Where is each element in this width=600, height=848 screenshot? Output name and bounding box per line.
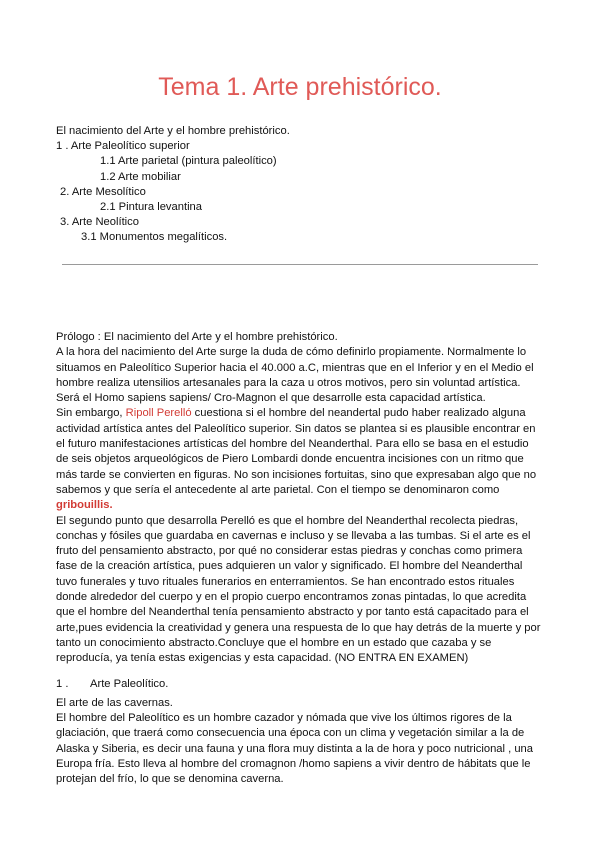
document-title: Tema 1. Arte prehistórico. (158, 73, 442, 101)
section-subtitle: El arte de las cavernas. (56, 696, 173, 709)
table-of-contents (56, 124, 290, 246)
section-number: 1 . (56, 677, 69, 690)
highlighted-term: gribouillis. (56, 499, 113, 512)
toc-item: 1.2 Arte mobiliar (100, 170, 181, 183)
section-paragraph: El hombre del Paleolítico es un hombre cazador y nómada que vive los últimos rigores de la glaciación, que traerá como consecuencia una época con un clima y vegetación similar a la de Alaska y Siberia, es decir una fauna y una flora muy distinta a la de hora y poco nutricional , una Europa fría. Esto lleva al hombre del cromagnon /homo sapiens a vivir dentro de hábitats que le protejan del frío, lo que se denomina caverna. (56, 712, 533, 786)
toc-item: 2.1 Pintura levantina (100, 201, 202, 214)
paragraph-text: Sin embargo, (56, 407, 126, 420)
horizontal-divider (62, 264, 538, 265)
prologue-paragraph-2 (56, 406, 544, 513)
highlighted-author-name: Ripoll Perelló (125, 407, 192, 420)
section-heading (56, 677, 544, 692)
paragraph-text: cuestiona si el hombre del neandertal pudo haber realizado alguna actividad artística antes del Paleolítico superior. Sin datos se plantea si es plausible encontrar en el futuro manifestaciones artísticas del hombre del Neanderthal. Para ello se basa en el estudio de seis objetos arqueológicos de Piero Lombardi donde encuentra incisiones con un ritmo que más tarde se convierten en figuras. No son incisiones fortuitas, sino que expresaban algo que no sabemos y que sería el antecedente al arte parietal. Con el tiempo se denominaron como (56, 407, 537, 496)
prologue-paragraph-1: A la hora del nacimiento del Arte surge la duda de cómo definirlo propiamente. Normalmente lo situamos en Paleolítico Superior hacia el 40.000 a.C, mientras que en el Inferior y en el Medio el hombre realiza utensilios artesanales para la caza u otros motivos, pero sin voluntad artística. Será el Homo sapiens sapiens/ Cro-Magnon el que desarrolle esta capacidad artística. (56, 346, 534, 405)
toc-item: 1 . Arte Paleolítico superior (56, 140, 190, 153)
section-title: Arte Paleolítico. (90, 677, 169, 690)
body-text (56, 330, 544, 788)
toc-item: 2. Arte Mesolítico (60, 185, 146, 198)
prologue-heading: Prólogo : El nacimiento del Arte y el hombre prehistórico. (56, 331, 338, 343)
toc-item: 3. Arte Neolítico (60, 216, 139, 229)
toc-item: 3.1 Monumentos megalíticos. (81, 231, 228, 244)
toc-item: 1.1 Arte parietal (pintura paleolítico) (100, 155, 277, 168)
prologue-paragraph-3: El segundo punto que desarrolla Perelló es que el hombre del Neanderthal recolecta piedras, conchas y fósiles que guardaba en cavernas e incluso y se llevaba a las tumbas. Si el arte es el fruto del pensamiento abstracto, por qué no considerar estas piedras y conchas como primera fase de la creación artística, pues adquieren un valor y significado. El hombre del Neanderthal tuvo funerales y tuvo rituales funerarios en enterramientos. Se han encontrado estos rituales donde alrededor del cuerpo y en el propio cuerpo encontramos zonas pintadas, lo que acredita que el hombre del Neanderthal tenía pensamiento abstracto y por tanto está capacitado para el arte,pues evidencia la creatividad y genera una respuesta de lo que hay detrás de la muerte y por tanto un conocimiento abstracto.Concluye que el hombre en un estado que cazaba y se reproducía, ya tenía estas exigencias y esta capacidad. (NO ENTRA EN EXAMEN) (56, 514, 541, 665)
toc-item: El nacimiento del Arte y el hombre prehistórico. (56, 125, 290, 137)
